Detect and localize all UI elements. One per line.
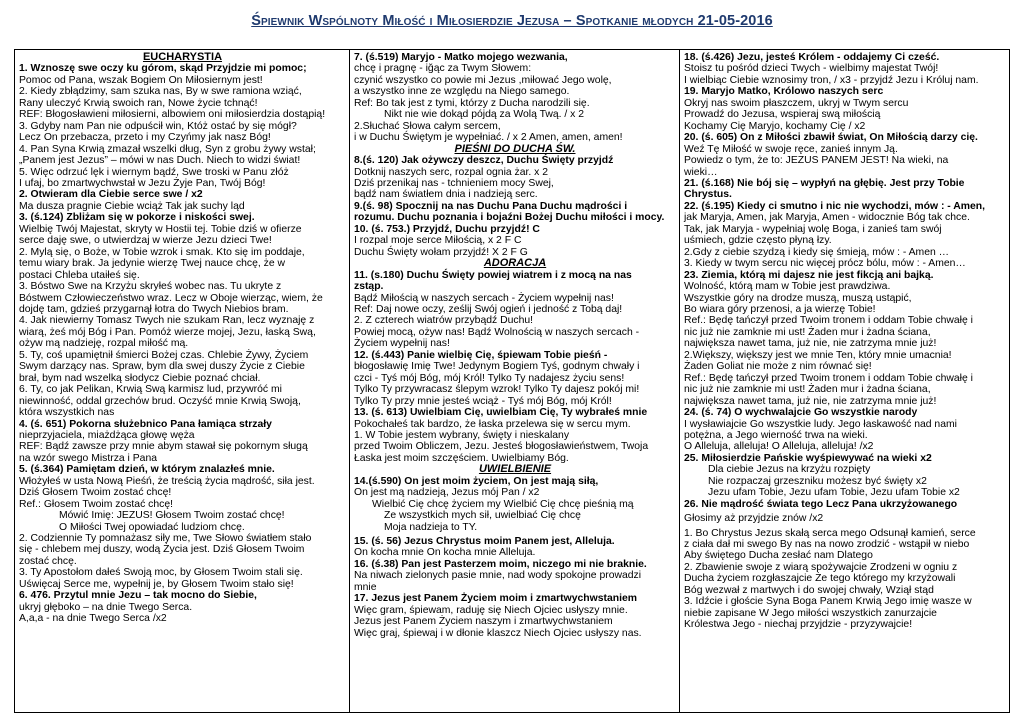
column-middle <box>350 50 680 712</box>
text-line: czynić wszystko co powie mi Jezus ,miłować Jego wolę, <box>354 74 612 86</box>
text-line: a wszystko inne ze względu na Niego samego. <box>354 86 570 98</box>
text-line: I wysławiajcie Go wszystkie ludy. Jego łaskawość nad nami <box>684 418 957 430</box>
song-title-line: 6. 476. Przytul mnie Jezu – tak mocno do Siebie, <box>19 590 257 602</box>
text-line: Jezu ufam Tobie, Jezu ufam Tobie, Jezu ufam Tobie x2 <box>708 487 960 499</box>
text-line: REF: Błogosławieni miłosierni, albowiem oni miłosierdzia dostąpią! <box>19 109 326 121</box>
text-line: postaci Chleba utaiłeś się. <box>19 269 140 281</box>
text-line: 3. Idźcie i głoście Syna Boga Panem Krwią Jego imię wasze w <box>684 596 972 608</box>
text-line: potężna, a Jego wierność trwa na wieki. <box>684 429 868 441</box>
song-title-line: 9.(ś. 98) Spocznij na nas Duchu Pana Duchu mądrości i <box>354 200 628 212</box>
song-title-line: 25. Miłosierdzie Pańskie wyśpiewywać na wieki x2 <box>684 452 932 464</box>
text-line: zostać chcę. <box>19 555 77 567</box>
text-line: Królestwa Jego - niechaj przyjdzie - przyzywajcie! <box>684 619 913 631</box>
text-line: Więc graj, śpiewaj i w dłonie klaszcz Niech Ojciec usłyszy nas. <box>354 627 642 639</box>
text-line: nic już nie zamknie mi ust! Żaden mur i żadna ściana, <box>684 384 931 396</box>
song-title-line: 14.(ś.590) On jest moim życiem, On jest mają siłą, <box>354 475 599 487</box>
text-line: Ducha życiem rozgłaszajcie Że tego którego my krzyżowali <box>684 573 956 585</box>
text-line: ukryj głęboko – na dnie Twego Serca. <box>19 601 193 613</box>
text-line: przed Twoim Obliczem, Jezu. Jesteś błogosławieństwem, Twoja <box>354 441 649 453</box>
text-line: Ref.: Będę tańczył przed Twoim tronem i oddam Tobie chwałę i <box>684 315 973 327</box>
text-line: Dla ciebie Jezus na krzyżu rozpięty <box>708 464 871 476</box>
text-line: niewinność, oddal grzechów brud. Oczyść mnie Krwią Swoją, <box>19 395 301 407</box>
song-title-line: 20. (ś. 605) On z Miłości zbawił świat, On Miłością darzy cię. <box>684 132 978 144</box>
column-left <box>15 50 350 712</box>
text-line: I rozpal moje serce Miłością, x 2 F C <box>354 235 522 247</box>
text-line: Uświęcaj Serce me, wypełnij je, by Głosem Twoim stało się! <box>19 578 294 590</box>
text-line: Stoisz tu pośród dzieci Twych - wielbimy majestat Twój! <box>684 63 939 75</box>
text-line: Bóstwem Człowieczeństwo wraz. Lecz w Oboje wierząc, wiem, że <box>19 292 323 304</box>
text-line: Więc gram, śpiewam, raduję się Niech Ojciec usłyszy mnie. <box>354 604 628 616</box>
text-line: się - chlebem mej duszy, wodą Życia jest. Dziś Głosem Twoim <box>19 544 305 556</box>
text-line: 2.Gdy z ciebie szydzą i kiedy się śmieją, mów : - Amen … <box>684 246 950 258</box>
song-title-line: 5. (ś.364) Pamiętam dzień, w którym znalazłeś mnie. <box>19 464 275 476</box>
song-title-line: rozumu. Duchu poznania i bojaźni Bożej Duchu miłości i mocy. <box>354 212 665 224</box>
text-line: Bądź Miłością w naszych sercach - Życiem wypełnij nas! <box>354 292 614 304</box>
section-heading: PIEŚNI DO DUCHA ŚW. <box>454 142 576 155</box>
text-line: On jest mą nadzieją, Jezus mój Pan / x2 <box>354 487 540 499</box>
text-line: z ciała dał mi swego By nas na nowo zrodzić - wstąpił w niebo <box>684 539 970 551</box>
text-line: Tak, jak Maryja - wypełniaj wolę Boga, i zanieś tam swój <box>684 223 942 235</box>
text-line: największa nawet tama, już nie, nie zatrzyma mnie już! <box>684 338 937 350</box>
text-line: 2.Słuchać Słowa całym sercem, <box>354 120 501 132</box>
song-title-line: 12. (ś.443) Panie wielbię Cię, śpiewam Tobie pieśń - <box>354 349 608 361</box>
text-line: Swym darzący nas. Spraw, bym dla swej duszy Życie z Ciebie <box>19 361 305 373</box>
song-title-line: 16. (ś.38) Pan jest Pasterzem moim, niczego mi nie braknie. <box>354 558 647 570</box>
song-title-line: 13. (ś. 613) Uwielbiam Cię, uwielbiam Cię, Ty wybrałeś mnie <box>354 407 648 419</box>
text-line: 6. Ty, co jak Pelikan, Krwią Swą karmisz lud, przywróć mi <box>19 384 282 396</box>
text-line: 3. Kiedy w twym sercu nic więcej prócz bólu, mów : - Amen… <box>684 258 966 270</box>
text-line: Weź Tę Miłość w swoje ręce, zanieś innym Ją. <box>684 143 898 155</box>
text-line: dojdę tam, gdzieś przygarnął łotra do Twych Niebios bram. <box>19 303 289 315</box>
text-line: Jezus jest Panem Życiem naszym i zmartwychwstaniem <box>354 616 613 628</box>
text-line: 2. Codziennie Ty pomnażasz siły me, Twe Słowo światłem stało <box>19 533 312 545</box>
text-line: 3. Bóstwo Swe na Krzyżu skryłeś wobec nas. Tu ukryte z <box>19 281 282 293</box>
text-line: O Alleluja, alleluja! O Alleluja, alleluja! /x2 <box>684 441 874 453</box>
text-line: Ref.: Będę tańczył przed Twoim tronem i oddam Tobie chwałę i <box>684 372 973 384</box>
text-line: Prowadź do Jezusa, wspieraj swą miłością <box>684 109 881 121</box>
song-title-line: Chrystus. <box>684 189 732 201</box>
song-title-line: 17. Jezus jest Panem Życiem moim i zmartwychwstaniem <box>354 593 637 605</box>
column-right <box>680 50 1009 712</box>
text-line: niebie zapisane W Jego miłości wszystkich zanurzajcie <box>684 607 937 619</box>
text-line: serce daję swe, o utwierdzaj w wierze Jezu dzieci Twe! <box>19 235 272 247</box>
text-line: Wolność, którą mam w Tobie jest prawdziwa. <box>684 281 891 293</box>
text-line: Mówić Imię: JEZUS! Głosem Twoim zostać chcę! <box>59 510 285 522</box>
text-line: Aby świętego Ducha zesłać nam Dlatego <box>684 550 873 562</box>
text-line: jak Maryja, Amen, jak Maryja, Amen - widocznie Bóg tak chce. <box>684 212 970 224</box>
text-line: Łaska jest moim szczęściem. Uwielbiamy Bóg. <box>354 452 569 464</box>
song-title-line: 7. (ś.519) Maryjo - Matko mojego wezwania, <box>354 52 568 63</box>
text-line: temu wiary brak. Ja jedynie wierzę Twej nauce chcę, że w <box>19 258 286 270</box>
text-line: 5. Więc odrzuć lęk i wiernym bądź, Swe troski w Panu złóż <box>19 166 289 178</box>
text-line: 1. Bo Chrystus Jezus skałą serca mego Odsunął kamień, serce <box>684 527 976 539</box>
text-line: i w Duchu Świętym je wypełniać. / x 2 Amen, amen, amen! <box>354 132 623 144</box>
text-line: Kochamy Cię Maryjo, kochamy Cię / x2 <box>684 120 866 132</box>
text-line: brał, bym nad wszelką słodycz Ciebie poznać chciał. <box>19 372 261 384</box>
text-line: 3. Gdyby nam Pan nie odpuścił win, Któż ostać by się mógł? <box>19 120 297 132</box>
text-line: Nie rozpaczaj grzeszniku możesz być święty x2 <box>708 475 927 487</box>
text-line: On kocha mnie On kocha mnie Alleluja. <box>354 547 536 559</box>
text-line: Nikt nie wie dokąd pójdą za Wolą Twą. / x 2 <box>384 109 585 121</box>
section-heading: ADORACJA <box>483 257 547 270</box>
text-line: Ref: Bo tak jest z tymi, którzy z Ducha narodzili się. <box>354 97 590 109</box>
text-line: Bóg wezwał z martwych i do swojej chwały, Wziął stąd <box>684 584 934 596</box>
song-title-line: 3. (ś.124) Zbliżam się w pokorze i niskości swej. <box>19 212 255 224</box>
song-title-line: 4. (ś. 651) Pokorna służebnico Pana łamiąca strzały <box>19 418 272 430</box>
text-line: błogosławię Imię Twe! Jedynym Bogiem Tyś, godnym chwały i <box>354 361 640 373</box>
song-title-line: 26. Nie mądrość świata tego Lecz Pana ukrzyżowanego <box>684 498 958 510</box>
text-line: O Miłości Twej opowiadać ludziom chcę. <box>59 521 245 533</box>
text-line: Pokochałeś tak bardzo, że łaska przelewa się w sercu mym. <box>354 418 631 430</box>
text-line: Pomoc od Pana, wszak Bogiem On Miłosiernym jest! <box>19 74 263 86</box>
song-title-line: 8.(ś. 120) Jak ożywczy deszcz, Duchu Święty przyjdź <box>354 155 614 167</box>
text-line: 2. Kiedy zbłądzimy, sam szuka nas, By w swe ramiona wziąć, <box>19 86 302 98</box>
song-title-line: 11. (s.180) Duchu Święty powiej wiatrem i z mocą na nas <box>354 269 632 281</box>
text-line: 2.Większy, większy jest we mnie Ten, który mnie umacnia! <box>684 349 952 361</box>
text-line: Dziś Głosem Twoim zostać chcę! <box>19 487 172 499</box>
text-line: REF: Bądź zawsze przy mnie abym stawał się pokornym sługą <box>19 441 308 453</box>
text-line: „Panem jest Jezus” – mówi w nas Duch. Niech to widzi świat! <box>19 155 301 167</box>
text-line: na wzór swego Mistrza i Pana <box>19 452 158 464</box>
text-line: Życiem wypełnij nas! <box>354 338 450 350</box>
text-line: 5. Ty, coś upamiętnił śmierci Bożej czas. Chlebie Żywy, Życiem <box>19 349 309 361</box>
text-line: Rany uleczyć Krwią swoich ran, Nowe życie tchnąć! <box>19 97 258 109</box>
song-title-line: 21. (ś.168) Nie bój się – wypłyń na głębię. Jest przy Tobie <box>684 177 965 189</box>
song-title-line: 1. Wznoszę swe oczy ku górom, skąd Przyjdzie mi pomoc; <box>19 63 307 75</box>
text-line: Powiej mocą, ożyw nas! Bądź Wolnością w naszych sercach - <box>354 326 640 338</box>
text-line: A,a,a - na dnie Twego Serca /x2 <box>19 613 167 625</box>
text-line: Tylko Ty przy mnie jesteś wciąż - Tyś mój Bóg, mój Król! <box>354 395 612 407</box>
document-title: Śpiewnik Wspólnoty Miłość i Miłosierdzie Jezusa – Spotkanie młodych 21-05-2016 <box>251 13 773 29</box>
text-line: 1. W Tobie jestem wybrany, święty i nieskalany <box>354 429 570 441</box>
section-heading: EUCHARYSTIA <box>142 51 223 63</box>
text-line: mnie <box>354 581 377 593</box>
text-line: 4. Jak niewierny Tomasz Twych nie szukam Ran, lecz wyznaję z <box>19 315 315 327</box>
text-line: Dotknij naszych serc, rozpal ognia żar. x 2 <box>354 166 549 178</box>
text-line: nieprzyjaciela, miażdżąca głowę węża <box>19 429 195 441</box>
text-line: 2. Z czterech wiatrów przybądź Duchu! <box>354 315 534 327</box>
text-line: Lecz On przebacza, przeto i my Czyńmy jak nasz Bóg! <box>19 132 271 144</box>
text-line: nic już nie zamknie mi ust! Żaden mur i żadna ściana, <box>684 326 931 338</box>
song-title-line: 15. (ś. 56) Jezus Chrystus moim Panem jest, Alleluja. <box>354 536 615 548</box>
song-title-line: 18. (ś.426) Jezu, jesteś Królem - oddajemy Ci cześć. <box>684 52 940 63</box>
text-line: Wielbię Twój Majestat, skryty w Hostii tej. Tobie dziś w ofierze <box>19 223 302 235</box>
text-line: Żaden Goliat nie może z nim równać się! <box>684 361 872 373</box>
text-line: Duchu Święty wołam przyjdź! X 2 F G <box>354 246 528 258</box>
text-line: Bo wiara góry przenosi, a ja wierzę Tobie! <box>684 303 876 315</box>
text-line: Tylko Ty przywracasz ślepym wzrok! Tylko Ty dajesz pokój mi! <box>354 384 640 396</box>
songbook-table <box>14 49 1010 713</box>
text-line: Okryj nas swoim płaszczem, ukryj w Twym sercu <box>684 97 909 109</box>
text-line: bądź nam światłem dnia i nadzieją serc. <box>354 189 538 201</box>
text-line: Ma dusza pragnie Ciebie wciąż Tak jak suchy ląd <box>19 200 245 212</box>
song-title-line: 10. (ś. 753.) Przyjdź, Duchu przyjdź! C <box>354 223 540 235</box>
text-line: chcę i pragnę - iğąc za Twym Słowem: <box>354 63 532 75</box>
text-line: Moja nadzieja to TY. <box>384 521 478 533</box>
text-line: która wszystkich nas <box>19 407 115 419</box>
text-line: Ref: Daj nowe oczy, ześlij Swój ogień i jedność z Tobą daj! <box>354 303 623 315</box>
song-title-line: 19. Maryjo Matko, Królowo naszych serc <box>684 86 884 98</box>
text-line: Powiedz o tym, że to: JEZUS PANEM JEST! Na wieki, na <box>684 155 949 167</box>
song-title-line: 24. (ś. 74) O wychwalajcie Go wszystkie narody <box>684 407 918 419</box>
text-line: Dziś przenikaj nas - tchnieniem mocy Swej, <box>354 177 554 189</box>
song-title-line: 23. Ziemia, którą mi dajesz nie jest fikcją ani bajką. <box>684 269 934 281</box>
text-line: największa nawet tama, już nie, nie zatrzyma mnie już! <box>684 395 937 407</box>
text-line: I wielbiąc Ciebie wznosimy tron, / x3 - przyjdź Jezu i Króluj nam. <box>684 74 979 86</box>
text-line: wiarą, żeś mój Bóg i Pan. Pomóż wierze mojej, Jezu, łaską Swą, <box>19 326 316 338</box>
text-line: czci - Tyś mój Bóg, mój Król! Tylko Ty nadajesz życiu sens! <box>354 372 625 384</box>
text-line: Na niwach zielonych pasie mnie, nad wody spokojne prowadzi <box>354 570 642 582</box>
song-title-line: 22. (ś.195) Kiedy ci smutno i nic nie wychodzi, mów : - Amen, <box>684 200 986 212</box>
text-line: wieki… <box>684 166 718 178</box>
section-heading: UWIELBIENIE <box>478 463 552 476</box>
text-line: uśmiech, gdzie często płyną łzy. <box>684 235 832 247</box>
text-line: 2. Zbawienie swoje z wiarą spożywajcie Zrodzeni w ogniu z <box>684 561 958 573</box>
text-line: 3. Ty Apostołom dałeś Swoją moc, by Głosem Twoim stali się. <box>19 567 303 579</box>
text-line: Głosimy aż przyjdzie znów /x2 <box>684 513 824 525</box>
text-line: I ufaj, bo zmartwychwstał w Jezu Żyje Pan, Twój Bóg! <box>19 177 266 189</box>
text-line: Wielbić Cię chcę życiem my Wielbić Cię chcę pieśnią mą <box>372 498 634 510</box>
text-line: Włożyłeś w usta Nową Pieśń, że treścią życia mądrość, siła jest. <box>19 475 315 487</box>
song-title-line: 2. Otwieram dla Ciebie serce swe / x2 <box>19 189 203 201</box>
text-line: Ref.: Głosem Twoim zostać chcę! <box>19 498 173 510</box>
text-line: Wszystkie góry na drodze muszą, muszą ustąpić, <box>684 292 912 304</box>
song-title-line: zstąp. <box>354 281 384 293</box>
text-line: Ze wszystkich mych sił, uwielbiać Cię chcę <box>384 510 581 522</box>
text-line: 2. Mylą się, o Boże, w Tobie wzrok i smak. Kto się im poddaje, <box>19 246 305 258</box>
text-line: ożyw mą nadzieję, rozpal miłość mą. <box>19 338 189 350</box>
text-line: 4. Pan Syna Krwią zmazał wszelki dług, Syn z grobu żywy wstał; <box>19 143 316 155</box>
